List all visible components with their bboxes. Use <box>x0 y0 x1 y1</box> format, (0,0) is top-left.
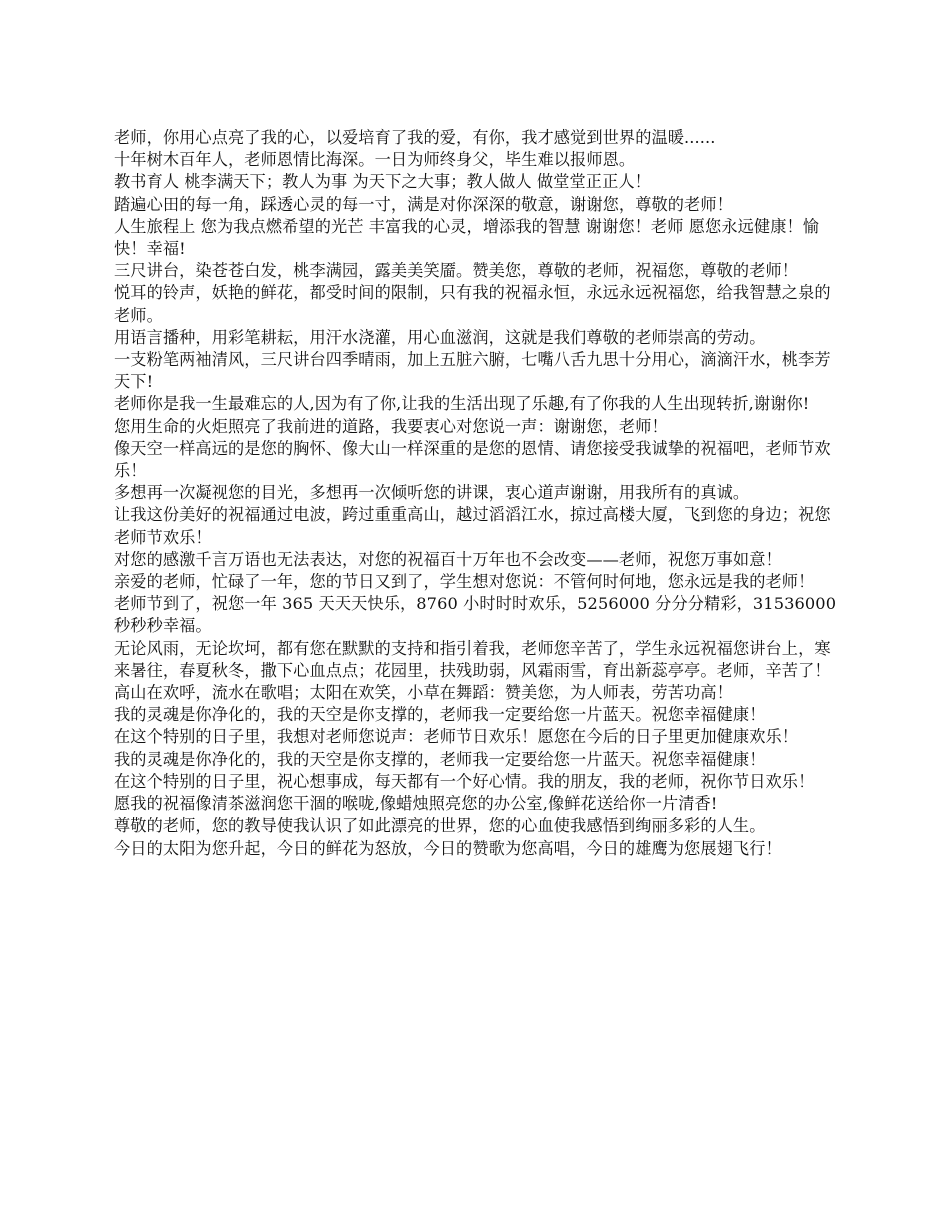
paragraph-24: 愿我的祝福像清茶滋润您干涸的喉咙,像蜡烛照亮您的办公室,像鲜花送给你一片清香! <box>114 794 718 814</box>
paragraph-21: 在这个特别的日子里，我想对老师您说声：老师节日欢乐！愿您在今后的日子里更加健康欢乐！ <box>114 727 799 747</box>
paragraph-17: 老师节到了，祝您一年 365 天天天快乐，8760 小时时时欢乐，5256000 分分分精彩，31536000 秒秒秒幸福。 <box>114 594 837 636</box>
paragraph-7: 悦耳的铃声，妖艳的鲜花，都受时间的限制，只有我的祝福永恒，永远永远祝福您，给我智慧之泉的老师。 <box>114 283 831 325</box>
paragraph-25: 尊敬的老师，您的教导使我认识了如此漂亮的世界，您的心血使我感悟到绚丽多彩的人生。 <box>114 816 766 836</box>
paragraph-1: 老师，你用心点亮了我的心，以爱培育了我的爱，有你，我才感觉到世界的温暖...... <box>114 128 716 147</box>
paragraph-9: 一支粉笔两袖清风，三尺讲台四季晴雨，加上五脏六腑，七嘴八舌九思十分用心，滴滴汗水，桃李芳天下! <box>114 350 831 392</box>
paragraph-16: 亲爱的老师，忙碌了一年，您的节日又到了，学生想对您说：不管何时何地，您永远是我的老师！ <box>114 572 815 592</box>
paragraph-6: 三尺讲台，染苍苍白发，桃李满园，露美美笑靥。赞美您，尊敬的老师，祝福您，尊敬的老师！ <box>114 261 799 281</box>
paragraph-10: 老师你是我一生最难忘的人,因为有了你,让我的生活出现了乐趣,有了你我的人生出现转折,谢谢你! <box>114 394 810 414</box>
paragraph-18: 无论风雨，无论坎坷，都有您在默默的支持和指引着我，老师您辛苦了，学生永远祝福您讲台上，寒来暑往，春夏秋冬，撒下心血点点；花园里，扶残助弱，风霜雨雪，育出新蕊亭亭。老师，辛苦了！ <box>114 638 831 680</box>
paragraph-2: 十年树木百年人，老师恩情比海深。一日为师终身父，毕生难以报师恩。 <box>114 150 636 170</box>
paragraph-22: 我的灵魂是你净化的，我的天空是你支撑的，老师我一定要给您一片蓝天。祝您幸福健康！ <box>114 749 766 769</box>
paragraph-5: 人生旅程上 您为我点燃希望的光芒 丰富我的心灵，增添我的智慧 谢谢您！老师 愿您永远健康！愉快！幸福! <box>114 216 820 259</box>
paragraph-3: 教书育人 桃李满天下；教人为事 为天下之大事；教人做人 做堂堂正正人！ <box>114 172 651 192</box>
paragraph-23: 在这个特别的日子里，祝心想事成，每天都有一个好心情。我的朋友，我的老师，祝你节日欢乐！ <box>114 771 815 791</box>
paragraph-20: 我的灵魂是你净化的，我的天空是你支撑的，老师我一定要给您一片蓝天。祝您幸福健康！ <box>114 705 766 725</box>
document-body <box>114 127 844 860</box>
paragraph-15: 对您的感激千言万语也无法表达，对您的祝福百十万年也不会改变——老师，祝您万事如意！ <box>114 549 782 569</box>
paragraph-12: 像天空一样高远的是您的胸怀、像大山一样深重的是您的恩情、请您接受我诚挚的祝福吧，老师节欢乐！ <box>114 438 831 481</box>
paragraph-19: 高山在欢呼，流水在歌唱；太阳在欢笑，小草在舞蹈：赞美您，为人师表，劳苦功高！ <box>114 683 733 703</box>
paragraph-13: 多想再一次凝视您的目光，多想再一次倾听您的讲课，衷心道声谢谢，用我所有的真诚。 <box>114 483 750 503</box>
paragraph-4: 踏遍心田的每一角，踩透心灵的每一寸，满是对你深深的敬意，谢谢您，尊敬的老师！ <box>114 194 733 214</box>
paragraph-14: 让我这份美好的祝福通过电波，跨过重重高山，越过滔滔江水，掠过高楼大厦，飞到您的身边；祝您老师节欢乐！ <box>114 505 831 547</box>
paragraph-8: 用语言播种，用彩笔耕耘，用汗水浇灌，用心血滋润，这就是我们尊敬的老师崇高的劳动。 <box>114 327 766 347</box>
paragraph-26: 今日的太阳为您升起，今日的鲜花为怒放，今日的赞歌为您高唱，今日的雄鹰为您展翅飞行！ <box>114 838 782 858</box>
paragraph-11: 您用生命的火炬照亮了我前进的道路，我要衷心对您说一声：谢谢您，老师！ <box>114 416 668 436</box>
